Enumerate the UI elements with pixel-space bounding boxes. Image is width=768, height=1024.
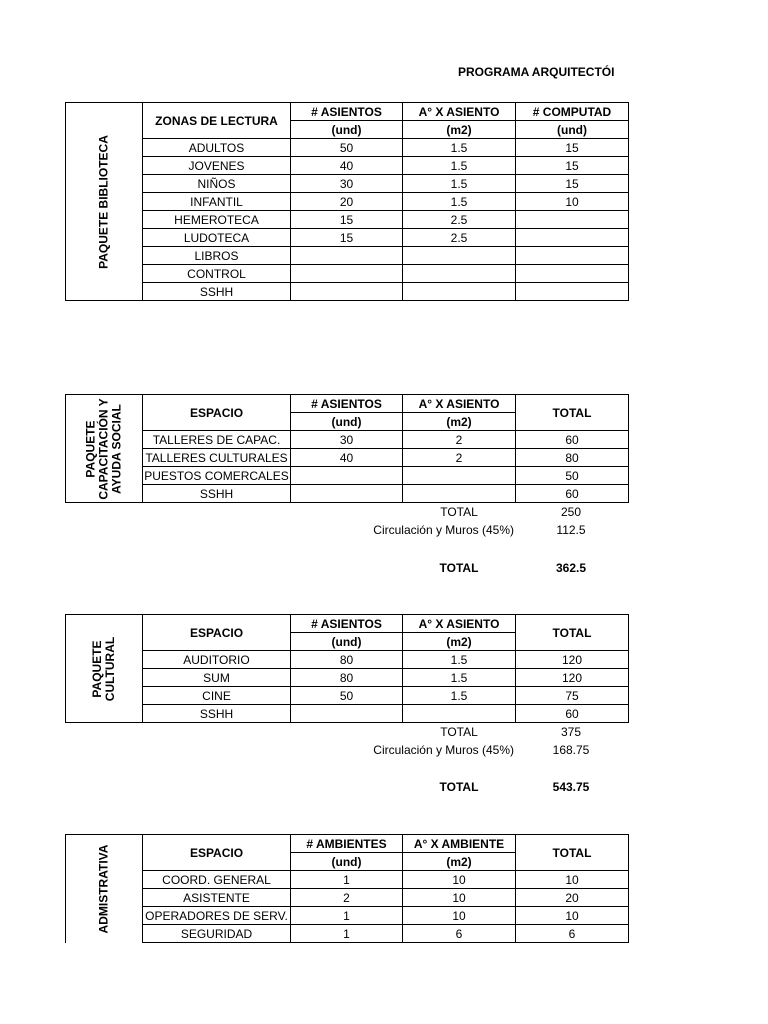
cell: 6: [516, 925, 629, 943]
cell: SSHH: [143, 283, 291, 301]
cell: 120: [516, 651, 629, 669]
cell: [403, 467, 516, 485]
cell: CONTROL: [143, 265, 291, 283]
band-label-line: PAQUETE: [90, 639, 104, 698]
band-label-line: CAPACITACIÓN Y: [96, 397, 111, 500]
cell: 60: [516, 705, 629, 723]
cell: [291, 283, 403, 301]
biblioteca-band-label: PAQUETE BIBLIOTECA: [96, 134, 111, 269]
unit-header: (und): [291, 853, 403, 871]
capacitacion-band: [66, 395, 143, 503]
column-header: ESPACIO: [143, 835, 291, 871]
cell: 80: [516, 449, 629, 467]
cell: SSHH: [143, 485, 291, 503]
column-header: ESPACIO: [143, 395, 291, 431]
circulation-value: 112.5: [556, 523, 586, 537]
circulation-value: 168.75: [552, 743, 590, 757]
biblioteca-table: [65, 102, 629, 301]
unit-header: (und): [291, 413, 403, 431]
cell: 2.5: [403, 211, 516, 229]
cell: NIÑOS: [143, 175, 291, 193]
cell: 15: [516, 139, 629, 157]
table-row: [66, 157, 629, 175]
cell: [291, 247, 403, 265]
column-header: TOTAL: [516, 835, 629, 871]
cell: [516, 211, 629, 229]
cell: 1: [291, 871, 403, 889]
cell: 15: [516, 175, 629, 193]
cell: AUDITORIO: [143, 651, 291, 669]
unit-header: (m2): [403, 633, 516, 651]
cell: 80: [291, 669, 403, 687]
cell: 1.5: [403, 193, 516, 211]
total-value: 543.75: [552, 780, 590, 794]
cell: 10: [516, 871, 629, 889]
cell: SEGURIDAD: [143, 925, 291, 943]
cell: 1.5: [403, 157, 516, 175]
cell: [291, 467, 403, 485]
cell: SUM: [143, 669, 291, 687]
circulation-label: Circulación y Muros (45%): [373, 743, 514, 757]
column-header: TOTAL: [516, 395, 629, 431]
cell: 40: [291, 157, 403, 175]
cell: PUESTOS COMERCALES: [144, 468, 289, 483]
unit-header: (und): [291, 121, 403, 139]
column-header: ZONAS DE LECTURA: [143, 103, 291, 139]
total-label: TOTAL: [439, 780, 479, 794]
cell: 50: [516, 467, 629, 485]
column-header: # COMPUTAD: [516, 103, 629, 121]
cell: JOVENES: [143, 157, 291, 175]
cell: 1: [291, 925, 403, 943]
cell: 10: [516, 907, 629, 925]
cell: OPERADORES DE SERV.: [143, 907, 291, 925]
cell: 15: [291, 211, 403, 229]
cell: [516, 265, 629, 283]
cell: [291, 705, 403, 723]
cell: TALLERES DE CAPAC.: [143, 431, 291, 449]
table-row: [66, 651, 629, 669]
cell: 120: [516, 669, 629, 687]
cell: LUDOTECA: [143, 229, 291, 247]
cell: 30: [291, 431, 403, 449]
column-header: A° X ASIENTO: [403, 615, 516, 633]
unit-header: (m2): [403, 413, 516, 431]
table-row: [66, 467, 629, 485]
cell: 2: [403, 449, 516, 467]
cell: [403, 485, 516, 503]
subtotal-label: TOTAL: [440, 725, 478, 739]
table-row: [66, 669, 629, 687]
table-row: [66, 431, 629, 449]
cell: 75: [516, 687, 629, 705]
cell: 1.5: [403, 651, 516, 669]
cell: SSHH: [143, 705, 291, 723]
table-row: [66, 485, 629, 503]
table-row: [66, 175, 629, 193]
page-title: PROGRAMA ARQUITECTÓI: [458, 65, 615, 79]
table-row: [66, 871, 629, 889]
cell: [291, 265, 403, 283]
cell: COORD. GENERAL: [143, 871, 291, 889]
cell: INFANTIL: [143, 193, 291, 211]
column-header: # ASIENTOS: [291, 395, 403, 413]
table-row: [66, 705, 629, 723]
cell: ADULTOS: [143, 139, 291, 157]
cultural-table: [65, 614, 629, 723]
cell: [403, 705, 516, 723]
cell: ASISTENTE: [143, 889, 291, 907]
cell: [516, 283, 629, 301]
cell: 1.5: [403, 669, 516, 687]
capacitacion-table: [65, 394, 629, 503]
cell: 2.5: [403, 229, 516, 247]
table-row: [66, 139, 629, 157]
cell: 1: [291, 907, 403, 925]
cell: 2: [291, 889, 403, 907]
cell: 15: [516, 157, 629, 175]
cell: 10: [516, 193, 629, 211]
cell: 15: [291, 229, 403, 247]
table-row: [66, 889, 629, 907]
cell: 10: [403, 871, 516, 889]
cell: 50: [291, 687, 403, 705]
cell: [403, 283, 516, 301]
band-label-line: CULTURAL: [103, 636, 117, 701]
total-label: TOTAL: [439, 561, 479, 575]
cell: [403, 265, 516, 283]
cell: TALLERES CULTURALES: [143, 449, 291, 467]
unit-header: (und): [516, 121, 629, 139]
cell: 1.5: [403, 687, 516, 705]
column-header: # ASIENTOS: [291, 103, 403, 121]
cell: 40: [291, 449, 403, 467]
cell: [403, 247, 516, 265]
cell: 60: [516, 485, 629, 503]
circulation-label: Circulación y Muros (45%): [373, 523, 514, 537]
table-row: [66, 247, 629, 265]
cell: 10: [403, 889, 516, 907]
band-label-line: PAQUETE: [83, 419, 98, 478]
administrativa-band-label: ADMISTRATIVA: [96, 844, 111, 934]
column-header: A° X ASIENTO: [403, 395, 516, 413]
unit-header: (und): [291, 633, 403, 651]
column-header: A° X ASIENTO: [403, 103, 516, 121]
cell: 50: [291, 139, 403, 157]
administrativa-band: [66, 835, 143, 943]
column-header: TOTAL: [516, 615, 629, 651]
table-row: [66, 211, 629, 229]
cell: [516, 247, 629, 265]
table-row: [66, 265, 629, 283]
table-row: [66, 229, 629, 247]
table-row: [66, 925, 629, 943]
cell: 2: [403, 431, 516, 449]
total-value: 362.5: [555, 561, 587, 575]
cell: 1.5: [403, 139, 516, 157]
subtotal-label: TOTAL: [440, 505, 478, 519]
column-header: # AMBIENTES: [291, 835, 403, 853]
unit-header: (m2): [403, 121, 516, 139]
cell: 1.5: [403, 175, 516, 193]
column-header: ESPACIO: [143, 615, 291, 651]
cell: [516, 229, 629, 247]
cell: 20: [291, 193, 403, 211]
cultural-band: [66, 615, 143, 723]
table-row: [66, 449, 629, 467]
capacitacion-band-label: [85, 398, 124, 499]
cell: 30: [291, 175, 403, 193]
cell: 6: [403, 925, 516, 943]
cultural-band-label: [91, 636, 117, 700]
cell: 80: [291, 651, 403, 669]
administrativa-table: [65, 834, 629, 943]
subtotal-value: 250: [560, 505, 582, 519]
cell: CINE: [143, 687, 291, 705]
biblioteca-band: [66, 103, 143, 301]
subtotal-value: 375: [560, 725, 582, 739]
table-row: [66, 907, 629, 925]
cell: 60: [516, 431, 629, 449]
table-row: [66, 193, 629, 211]
cell: 10: [403, 907, 516, 925]
table-row: [66, 283, 629, 301]
table-row: [66, 687, 629, 705]
cell: HEMEROTECA: [143, 211, 291, 229]
band-label-line: AYUDA SOCIAL: [109, 403, 124, 494]
column-header: A° X AMBIENTE: [403, 835, 516, 853]
cell: [291, 485, 403, 503]
column-header: # ASIENTOS: [291, 615, 403, 633]
unit-header: (m2): [403, 853, 516, 871]
cell: 20: [516, 889, 629, 907]
cell: LIBROS: [143, 247, 291, 265]
